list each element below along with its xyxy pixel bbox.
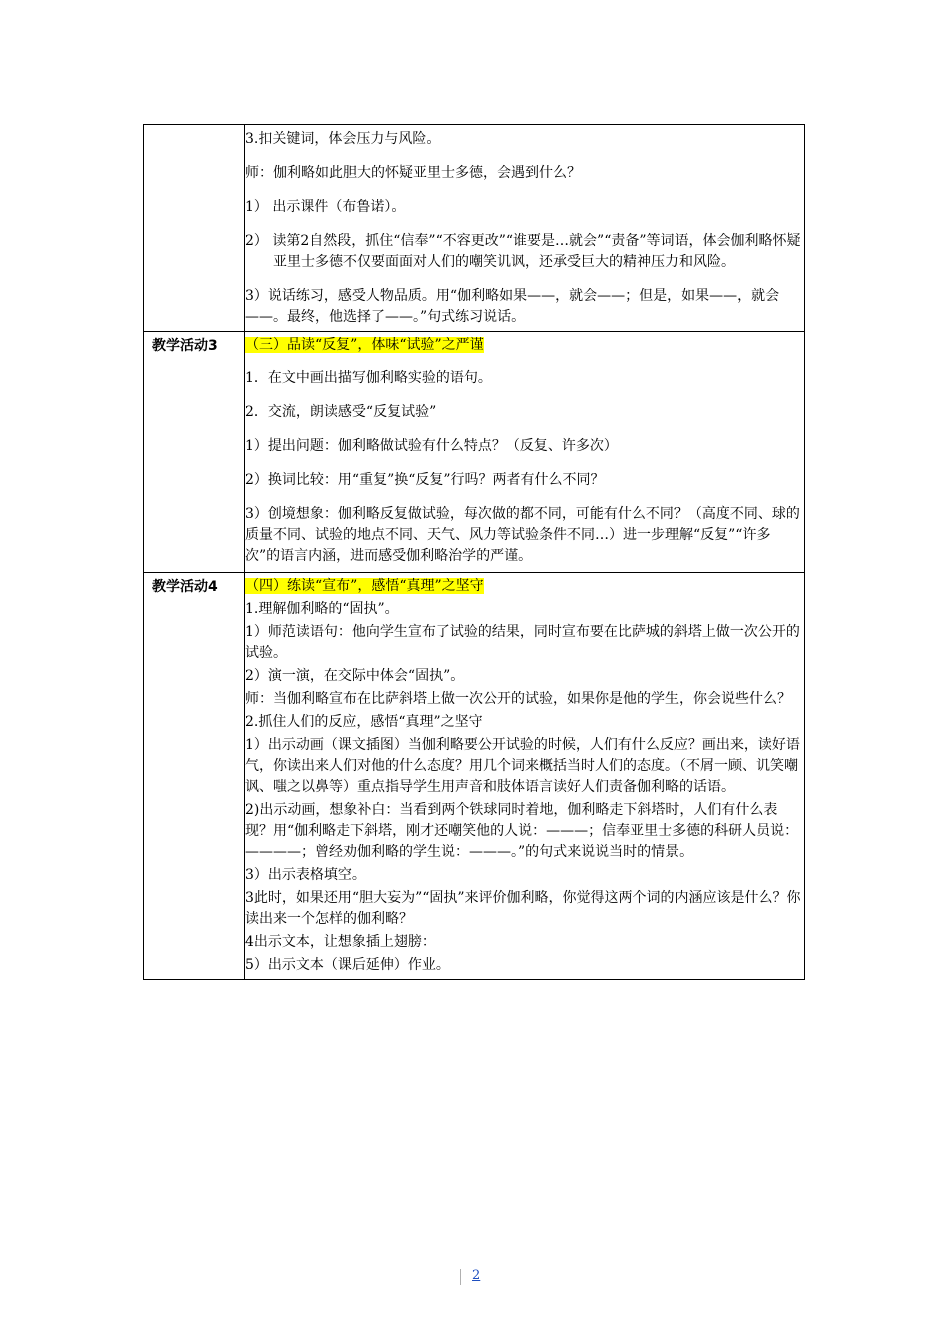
highlighted-heading: （三）品读“反复”，体味“试验”之严谨 [245, 337, 484, 353]
content-paragraph: 1.理解伽利略的“固执”。 [245, 601, 399, 617]
content-paragraph: 2.抓住人们的反应，感悟“真理”之坚守 [245, 714, 483, 730]
row-label: 教学活动4 [152, 579, 218, 595]
content-paragraph: 1）师范读语句：他向学生宣布了试验的结果，同时宣布要在比萨城的斜塔上做一次公开的试验。 [245, 624, 800, 661]
content-paragraph: 1）提出问题：伽利略做试验有什么特点？（反复、许多次） [245, 438, 618, 454]
content-paragraph: 3）说话练习，感受人物品质。用“伽利略如果——，就会——；但是，如果——，就会——。最终，他选择了——。”句式练习说话。 [245, 288, 780, 325]
lesson-plan-table [143, 124, 805, 980]
row-label [144, 125, 244, 129]
content-paragraph: 师：当伽利略宣布在比萨斜塔上做一次公开的试验，如果你是他的学生，你会说些什么？ [245, 691, 791, 707]
content-paragraph: 3）出示表格填空。 [245, 867, 366, 883]
page-number-link[interactable]: 2 [472, 1268, 481, 1283]
content-paragraph: 2） 读第2自然段，抓住“信奉”“不容更改”“谁要是…就会”“责备”等词语，体会伽利略怀疑亚里士多德不仅要面面对人们的嘲笑讥讽，还承受巨大的精神压力和风险。 [245, 233, 801, 270]
table-row [144, 332, 805, 573]
row-content-cell [245, 125, 805, 332]
content-paragraph: 师：伽利略如此胆大的怀疑亚里士多德，会遇到什么？ [245, 165, 581, 181]
table-row [144, 125, 805, 332]
content-paragraph: 2）演一演，在交际中体会“固执”。 [245, 668, 465, 684]
content-paragraph: 1．在文中画出描写伽利略实验的语句。 [245, 370, 492, 386]
footer-divider [460, 1269, 461, 1285]
row-label-cell [144, 573, 245, 980]
content-paragraph: 5）出示文本（课后延伸）作业。 [245, 957, 450, 973]
row-content-cell [245, 332, 805, 573]
section-heading [245, 573, 804, 598]
content-paragraph: 3.扣关键词，体会压力与风险。 [245, 131, 441, 147]
table-row [144, 573, 805, 980]
content-paragraph: 3）创境想象：伽利略反复做试验，每次做的都不同，可能有什么不同？（高度不同、球的质量不同、试验的地点不同、天气、风力等试验条件不同…）进一步理解“反复”“许多次”的语言内涵，进而感受伽利略治学的严谨。 [245, 506, 800, 564]
row-label-cell [144, 125, 245, 332]
content-paragraph: 2)出示动画，想象补白：当看到两个铁球同时着地，伽利略走下斜塔时，人们有什么表现？用“伽利略走下斜塔，刚才还嘲笑他的人说：———；信奉亚里士多德的科研人员说：————；曾经劝伽利略的学生说：———。”的句式来说说当时的情景。 [245, 802, 799, 860]
row-label: 教学活动3 [152, 338, 218, 354]
content-paragraph: 1） 出示课件（布鲁诺）。 [245, 199, 406, 215]
row-content-cell [245, 573, 805, 980]
content-paragraph: 3此时，如果还用“胆大妄为”“固执”来评价伽利略，你觉得这两个词的内涵应该是什么？你读出来一个怎样的伽利略？ [245, 890, 801, 927]
highlighted-heading: （四）练读“宣布”，感悟“真理”之坚守 [245, 578, 484, 594]
row-label-cell [144, 332, 245, 573]
content-paragraph: 1）出示动画（课文插图）当伽利略要公开试验的时候，人们有什么反应？画出来，读好语气，你读出来人们对他的什么态度？用几个词来概括当时人们的态度。（不屑一顾、讥笑嘲讽、嗤之以鼻等）重点指导学生用声音和肢体语言读好人们责备伽利略的话语。 [245, 737, 800, 795]
content-paragraph: 2．交流，朗读感受“反复试验” [245, 404, 437, 420]
page-footer [460, 1268, 500, 1288]
content-paragraph: 2）换词比较：用“重复”换“反复”行吗？两者有什么不同？ [245, 472, 605, 488]
section-heading [245, 332, 804, 362]
content-paragraph: 4出示文本，让想象插上翅膀： [245, 934, 436, 950]
